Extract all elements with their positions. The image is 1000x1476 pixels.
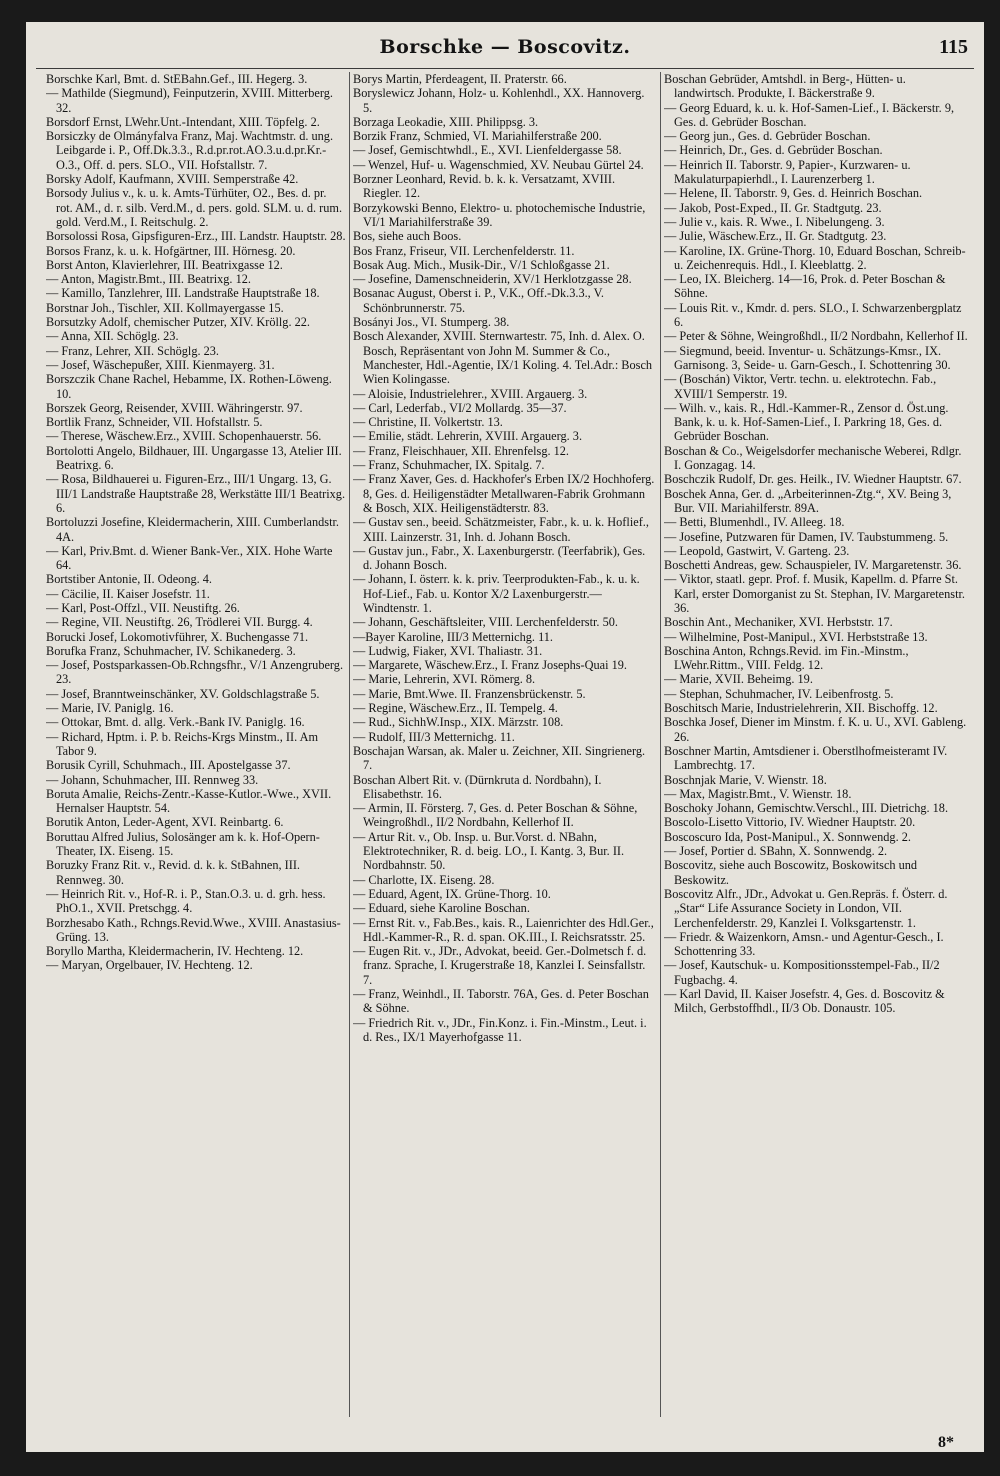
directory-entry: Borsdorf Ernst, LWehr.Unt.-Intendant, XIII. Töpfelg. 2. [46,114,320,129]
column-divider [349,72,350,1417]
directory-entry: — Marie, XVII. Beheimg. 19. [664,672,813,687]
directory-entry: — Johann, Geschäftsleiter, VIII. Lerchenfelderstr. 50. [353,615,618,630]
directory-entry: — Josef, Postsparkassen-Ob.Rchngsfhr., V/1 Anzengruberg. 23. [46,658,344,687]
directory-entry: Borzaga Leokadie, XIII. Philippsg. 3. [353,114,539,129]
directory-entry: — Karl, Priv.Bmt. d. Wiener Bank-Ver., XIX. Hohe Warte 64. [46,543,333,573]
directory-entry: Boschnjak Marie, V. Wienstr. 18. [664,772,827,787]
directory-entry: Borzhesabo Kath., Rchngs.Revid.Wwe., XVIII. Anastasius-Grüng. 13. [46,915,341,944]
directory-entry: — Josef, Portier d. SBahn, X. Sonnwendg. 2. [664,844,888,859]
directory-entry: — (Boschán) Viktor, Vertr. techn. u. elektrotechn. Fab., XVIII/1 Semperstr. 19. [664,372,937,401]
directory-entry: Borzner Leonhard, Revid. b. k. k. Versatzamt, XVIII. Riegler. 12. [353,172,616,201]
directory-entry: Borsiczky de Olmányfalva Franz, Maj. Wachtmstr. d. ung. Leibgarde i. P., Off.Dk.3.3., R.d.pr.rot.AO.3.u.d.pr.Kr.-O.3., Off. d. pers. SLO., VII. Hofstallstr. 7. [46,129,334,172]
directory-entry: — Josef, Branntweinschänker, XV. Goldschlagstraße 5. [46,686,320,701]
directory-entry: — Franz, Schuhmacher, IX. Spitalg. 7. [353,458,545,473]
directory-entry: — Peter & Söhne, Weingroßhdl., II/2 Nordbahn, Kellerhof II. [664,329,968,344]
directory-entry: — Rud., SichhW.Insp., XIX. Märzstr. 108. [353,715,564,730]
directory-entry: — Marie, IV. Paniglg. 16. [46,701,174,716]
directory-entry: Boschan Gebrüder, Amtshdl. in Berg-, Hütten- u. landwirtsch. Produkte, I. Bäckerstraße 9. [664,72,906,101]
directory-entry: — Max, Magistr.Bmt., V. Wienstr. 18. [664,786,852,801]
directory-entry: — Artur Rit. v., Ob. Insp. u. Bur.Vorst. d. NBahn, Elektrotechniker, R. d. beig. LO., I. Kantg. 3, Bur. II. Nordbahnstr. 50. [353,829,625,873]
column-divider [660,72,661,1417]
directory-entry: — Carl, Lederfab., VI/2 Mollardg. 35—37. [353,400,567,415]
directory-entry: — Marie, Lehrerin, XVI. Römerg. 8. [353,672,536,687]
directory-entry: — Wilh. v., kais. R., Hdl.-Kammer-R., Zensor d. Öst.ung. Bank, k. u. k. Hof-Samen-Lief., I. Parkring 18, Ges. d. Gebrüder Boschan. [664,400,949,444]
directory-entry: — Josefine, Putzwaren für Damen, IV. Taubstummeng. 5. [664,529,949,544]
directory-entry: Borzik Franz, Schmied, VI. Mariahilferstraße 200. [353,129,602,144]
directory-entry: — Georg Eduard, k. u. k. Hof-Samen-Lief., I. Bäckerstr. 9, Ges. d. Gebrüder Boschan. [664,100,955,129]
directory-entry: — Christine, II. Volkertstr. 13. [353,415,503,430]
directory-entry: Boschek Anna, Ger. d. „Arbeiterinnen-Ztg.“, XV. Being 3, Bur. VII. Mariahilferstr. 89A. [664,486,952,515]
directory-entry: — Maryan, Orgelbauer, IV. Hechteng. 12. [46,958,253,973]
directory-entry: Borzykowski Benno, Elektro- u. photochemische Industrie, VI/1 Mariahilferstraße 39. [353,200,646,229]
directory-entry: — Viktor, staatl. gepr. Prof. f. Musik, Kapellm. d. Pfarre St. Karl, erster Domorganist zu St. Stephan, IV. Margaretenstr. 36. [664,572,965,615]
directory-entry: — Margarete, Wäschew.Erz., I. Franz Josephs-Quai 19. [353,658,627,673]
directory-entry: Boscoscuro Ida, Post-Manipul., X. Sonnwendg. 2. [664,829,911,844]
directory-entry: Boscovitz, siehe auch Boscowitz, Boskowitsch und Beskowitz. [664,858,918,887]
directory-entry: — Kamillo, Tanzlehrer, III. Landstraße Hauptstraße 18. [46,286,320,301]
directory-entry: Boschan & Co., Weigelsdorfer mechanische Weberei, Rdlgr. I. Gonzagag. 14. [664,443,962,473]
directory-entry: — Richard, Hptm. i. P. b. Reichs-Krgs Minstm., II. Am Tabor 9. [46,729,319,758]
directory-entry: — Leopold, Gastwirt, V. Garteng. 23. [664,543,850,558]
directory-entry: Borsos Franz, k. u. k. Hofgärtner, III. Hörnesg. 20. [46,243,296,258]
directory-entry: — Franz, Lehrer, XII. Schöglg. 23. [46,343,219,358]
directory-entry: Bosanac August, Oberst i. P., V.K., Off.-Dk.3.3., V. Schönbrunnerstr. 75. [353,286,604,315]
directory-entry: — Karoline, IX. Grüne-Thorg. 10, Eduard Boschan, Schreib- u. Zeichenrequis. Hdl., I. Kleeblattg. 2. [664,243,966,272]
directory-entry: Borys Martin, Pferdeagent, II. Praterstr. 66. [353,72,567,86]
directory-entry: — Heinrich Rit. v., Hof-R. i. P., Stan.O.3. u. d. grh. hess. PhO.1., XVII. Pretschgg. 4. [46,886,326,916]
header-rule [36,68,974,69]
directory-entry: — Josef, Kautschuk- u. Kompositionsstempel-Fab., II/2 Fugbachg. 4. [664,958,940,987]
directory-entry: — Heinrich, Dr., Ges. d. Gebrüder Boschan. [664,143,883,158]
directory-entry: Boschner Martin, Amtsdiener i. Oberstlhofmeisteramt IV. Lambrechtg. 17. [664,743,948,773]
directory-entry: — Siegmund, beeid. Inventur- u. Schätzungs-Kmsr., IX. Garnisong. 3, Seide- u. Garn-Gesch., I. Schottenring 30. [664,343,951,372]
directory-entry: — Betti, Blumenhdl., IV. Alleeg. 18. [664,515,845,530]
directory-entry: Borufka Franz, Schuhmacher, IV. Schikanederg. 3. [46,643,296,658]
directory-entry: —Bayer Karoline, III/3 Metternichg. 11. [353,629,553,644]
directory-entry: — Josefine, Damenschneiderin, XV/1 Herklotzgasse 28. [353,272,632,287]
directory-entry: — Johann, Schuhmacher, III. Rennweg 33. [46,772,259,787]
directory-entry: — Karl, Post-Offzl., VII. Neustiftg. 26. [46,600,240,615]
directory-entry: — Friedrich Rit. v., JDr., Fin.Konz. i. Fin.-Minstm., Leut. i. d. Res., IX/1 Mayerhofgasse 11. [353,1015,647,1044]
directory-entry: Borucki Josef, Lokomotivführer, X. Buchengasse 71. [46,629,309,644]
directory-entry: Borsolossi Rosa, Gipsfiguren-Erz., III. Landstr. Hauptstr. 28. [46,229,346,244]
directory-entry: Bos, siehe auch Boos. [353,229,462,244]
directory-entry: Bosch Alexander, XVIII. Sternwartestr. 75, Inh. d. Alex. O. Bosch, Repräsentant von John M. Summer & Co., Manchester, Hdl.-Agentie, IX/1 Koling. 4. Tel.Adr.: Bosch Wien Kolingasse. [353,329,653,387]
directory-entry: — Louis Rit. v., Kmdr. d. pers. SLO., I. Schwarzenbergplatz 6. [664,300,962,330]
directory-entry: — Helene, II. Taborstr. 9, Ges. d. Heinrich Boschan. [664,186,923,201]
sheet-signature: 8* [938,1434,954,1451]
directory-entry: Bosányi Jos., VI. Stumperg. 38. [353,315,510,330]
directory-entry: — Regine, VII. Neustiftg. 26, Trödlerei VII. Burgg. 4. [46,615,313,630]
directory-entry: Borsody Julius v., k. u. k. Amts-Türhüter, O2., Bes. d. pr. rot. AM., d. r. silb. Verd.M., d. pers. gold. SLM. u. d. rum. gold. Verd.M., I. Reitschulg. 2. [46,186,343,229]
directory-entry: Boscolo-Lisetto Vittorio, IV. Wiedner Hauptstr. 20. [664,815,916,830]
directory-entry: — Georg jun., Ges. d. Gebrüder Boschan. [664,129,871,144]
directory-entry: — Armin, II. Försterg. 7, Ges. d. Peter Boschan & Söhne, Weingroßhdl., II/2 Nordbahn, Kellerhof II. [353,801,638,830]
directory-entry: — Eduard, siehe Karoline Boschan. [353,901,530,916]
directory-entry: — Jakob, Post-Exped., II. Gr. Stadtgutg. 23. [664,200,882,215]
directory-entry: Boruzky Franz Rit. v., Revid. d. k. k. StBahnen, III. Rennweg. 30. [46,858,300,887]
directory-entry: Boschin Ant., Mechaniker, XVI. Herbststr. 17. [664,615,893,630]
running-title: Borschke — Boscovitz. [379,36,631,58]
directory-entry: — Johann, I. österr. k. k. priv. Teerprodukten-Fab., k. u. k. Hof-Lief., Fab. u. Kontor X/2 Laxenburgerstr.—Windtenstr. 1. [353,572,640,615]
column-1 [46,72,346,1432]
directory-entry: — Franz, Weinhdl., II. Taborstr. 76A, Ges. d. Peter Boschan & Söhne. [353,987,649,1016]
directory-entry: — Julie v., kais. R. Wwe., I. Nibelungeng. 3. [664,214,885,229]
directory-entry: Borstnar Joh., Tischler, XII. Kollmayergasse 15. [46,300,284,315]
directory-entry: Boschetti Andreas, gew. Schauspieler, IV. Margaretenstr. 36. [664,558,962,573]
directory-entry: — Eugen Rit. v., JDr., Advokat, beeid. Ger.-Dolmetsch f. d. franz. Sprache, I. Krugerstraße 18, Kanzlei I. Seinsfallstr. 7. [353,944,647,987]
directory-entry: — Franz Xaver, Ges. d. Hackhofer's Erben IX/2 Hochhoferg. 8, Ges. d. Heiligenstädter Metallwaren-Fabrik Grohmann & Bosch, XIX. Heiligenstädterstr. 83. [353,472,655,515]
directory-entry: Bortolotti Angelo, Bildhauer, III. Ungargasse 13, Atelier III. Beatrixg. 6. [46,443,342,473]
directory-entry: — Julie, Wäschew.Erz., II. Gr. Stadtgutg. 23. [664,229,887,244]
directory-entry: — Josef, Gemischtwhdl., E., XVI. Lienfeldergasse 58. [353,143,622,158]
directory-entry: Bortoluzzi Josefine, Kleidermacherin, XIII. Cumberlandstr. 4A. [46,515,339,544]
directory-entry: — Charlotte, IX. Eiseng. 28. [353,872,495,887]
directory-entry: Bortlik Franz, Schneider, VII. Hofstallstr. 5. [46,415,263,430]
directory-entry: — Therese, Wäschew.Erz., XVIII. Schopenhauerstr. 56. [46,429,322,444]
directory-entry: — Wilhelmine, Post-Manipul., XVI. Herbststraße 13. [664,629,928,644]
directory-entry: Bosak Aug. Mich., Musik-Dir., V/1 Schloßgasse 21. [353,257,610,272]
directory-entry: Boschitsch Marie, Industrielehrerin, XII. Bischoffg. 12. [664,701,938,716]
directory-entry: Borutik Anton, Leder-Agent, XVI. Reinbartg. 6. [46,815,284,830]
directory-entry: Boryslewicz Johann, Holz- u. Kohlenhdl., XX. Hannoverg. 5. [353,86,645,115]
directory-entry: — Gustav jun., Fabr., X. Laxenburgerstr. (Teerfabrik), Ges. d. Johann Bosch. [353,543,646,573]
directory-entry: — Rosa, Bildhauerei u. Figuren-Erz., III/1 Ungarg. 13, G. III/1 Landstraße Hauptstraße 28, Werkstätte III/1 Beatrixg. 6. [46,472,346,515]
directory-entry: Borusik Cyrill, Schuhmach., III. Apostelgasse 37. [46,758,291,773]
directory-entry: Borsky Adolf, Kaufmann, XVIII. Semperstraße 42. [46,172,299,187]
directory-entry: — Ottokar, Bmt. d. allg. Verk.-Bank IV. Paniglg. 16. [46,715,305,730]
directory-entry: Boruta Amalie, Reichs-Zentr.-Kasse-Kutlor.-Wwe., XVII. Hernalser Hauptstr. 54. [46,786,332,816]
directory-entry: — Anton, Magistr.Bmt., III. Beatrixg. 12. [46,272,251,287]
directory-entry: — Regine, Wäschew.Erz., II. Tempelg. 4. [353,701,558,716]
directory-entry: — Emilie, städt. Lehrerin, XVIII. Argauerg. 3. [353,429,583,444]
directory-entry: Boschoky Johann, Gemischtw.Verschl., III. Dietrichg. 18. [664,801,949,816]
directory-entry: — Karl David, II. Kaiser Josefstr. 4, Ges. d. Boscovitz & Milch, Gerbstoffhdl., II/3 Ob. Donaustr. 105. [664,987,945,1016]
column-2 [353,72,656,1432]
column-3 [664,72,969,1432]
directory-entry: — Ludwig, Fiaker, XVI. Thaliastr. 31. [353,643,543,658]
directory-entry: Borschke Karl, Bmt. d. StEBahn.Gef., III. Hegerg. 3. [46,72,308,86]
directory-entry: — Franz, Fleischhauer, XII. Ehrenfelsg. 12. [353,443,570,458]
directory-entry: — Cäcilie, II. Kaiser Josefstr. 11. [46,586,210,601]
directory-entry: — Eduard, Agent, IX. Grüne-Thorg. 10. [353,886,551,901]
directory-entry: — Leo, IX. Bleicherg. 14—16, Prok. d. Peter Boschan & Söhne. [664,272,946,301]
directory-page [26,22,984,1452]
directory-entry: — Ernst Rit. v., Fab.Bes., kais. R., Laienrichter des Hdl.Ger., Hdl.-Kammer-R., R. d. span. OK.III., I. Reichsratsstr. 25. [353,915,654,944]
directory-entry: Boscovitz Alfr., JDr., Advokat u. Gen.Repräs. f. Österr. d. „Star“ Life Assurance Society in London, VII. Lerchenfelderstr. 29, Kanzlei I. Volksgartenstr. 1. [664,886,948,930]
page-header [26,36,984,70]
directory-entry: Borszek Georg, Reisender, XVIII. Währingerstr. 97. [46,400,303,415]
directory-entry: — Wenzel, Huf- u. Wagenschmied, XV. Neubau Gürtel 24. [353,157,644,172]
directory-entry: — Heinrich II. Taborstr. 9, Papier-, Kurzwaren- u. Makulaturpapierhdl., I. Laurenzerberg 1. [664,157,911,187]
directory-entry: Boschajan Warsan, ak. Maler u. Zeichner, XII. Singrienerg. 7. [353,743,646,773]
directory-entry: — Aloisie, Industrielehrer., XVIII. Argauerg. 3. [353,386,588,401]
page-number: 115 [939,36,968,58]
directory-entry: Boschan Albert Rit. v. (Dürnkruta d. Nordbahn), I. Elisabethstr. 16. [353,772,602,801]
directory-entry: Bos Franz, Friseur, VII. Lerchenfelderstr. 11. [353,243,575,258]
directory-entry: Borsutzky Adolf, chemischer Putzer, XIV. Kröllg. 22. [46,315,310,330]
directory-entry: — Anna, XII. Schöglg. 23. [46,329,179,344]
directory-entry: — Friedr. & Waizenkorn, Amsn.- und Agentur-Gesch., I. Schottenring 33. [664,929,944,959]
directory-entry: Boruttau Alfred Julius, Solosänger am k. k. Hof-Opern-Theater, IX. Eiseng. 15. [46,829,320,859]
directory-entry: Boschina Anton, Rchngs.Revid. im Fin.-Minstm., LWehr.Rittm., VIII. Feldg. 12. [664,643,909,673]
directory-entry: — Mathilde (Siegmund), Feinputzerin, XVIII. Mitterberg. 32. [46,86,333,115]
directory-entry: Boschka Josef, Diener im Minstm. f. K. u. U., XVI. Gableng. 26. [664,715,967,744]
directory-entry: — Rudolf, III/3 Metternichg. 11. [353,729,515,744]
directory-entry: — Gustav sen., beeid. Schätzmeister, Fabr., k. u. k. Hoflief., XIII. Lainzerstr. 31, Inh. d. Johann Bosch. [353,515,649,544]
directory-entry: Boryllo Martha, Kleidermacherin, IV. Hechteng. 12. [46,944,304,959]
directory-entry: Boschczik Rudolf, Dr. ges. Heilk., IV. Wiedner Hauptstr. 67. [664,472,962,487]
directory-columns [36,72,974,1432]
directory-entry: Borst Anton, Klavierlehrer, III. Beatrixgasse 12. [46,257,283,272]
directory-entry: — Josef, Wäschepußer, XIII. Kienmayerg. 31. [46,357,275,372]
directory-entry: — Marie, Bmt.Wwe. II. Franzensbrückenstr. 5. [353,686,586,701]
directory-entry: Borszczik Chane Rachel, Hebamme, IX. Rothen-Löweng. 10. [46,372,332,401]
directory-entry: — Stephan, Schuhmacher, IV. Leibenfrostg. 5. [664,686,894,701]
directory-entry: Bortstiber Antonie, II. Odeong. 4. [46,572,212,587]
